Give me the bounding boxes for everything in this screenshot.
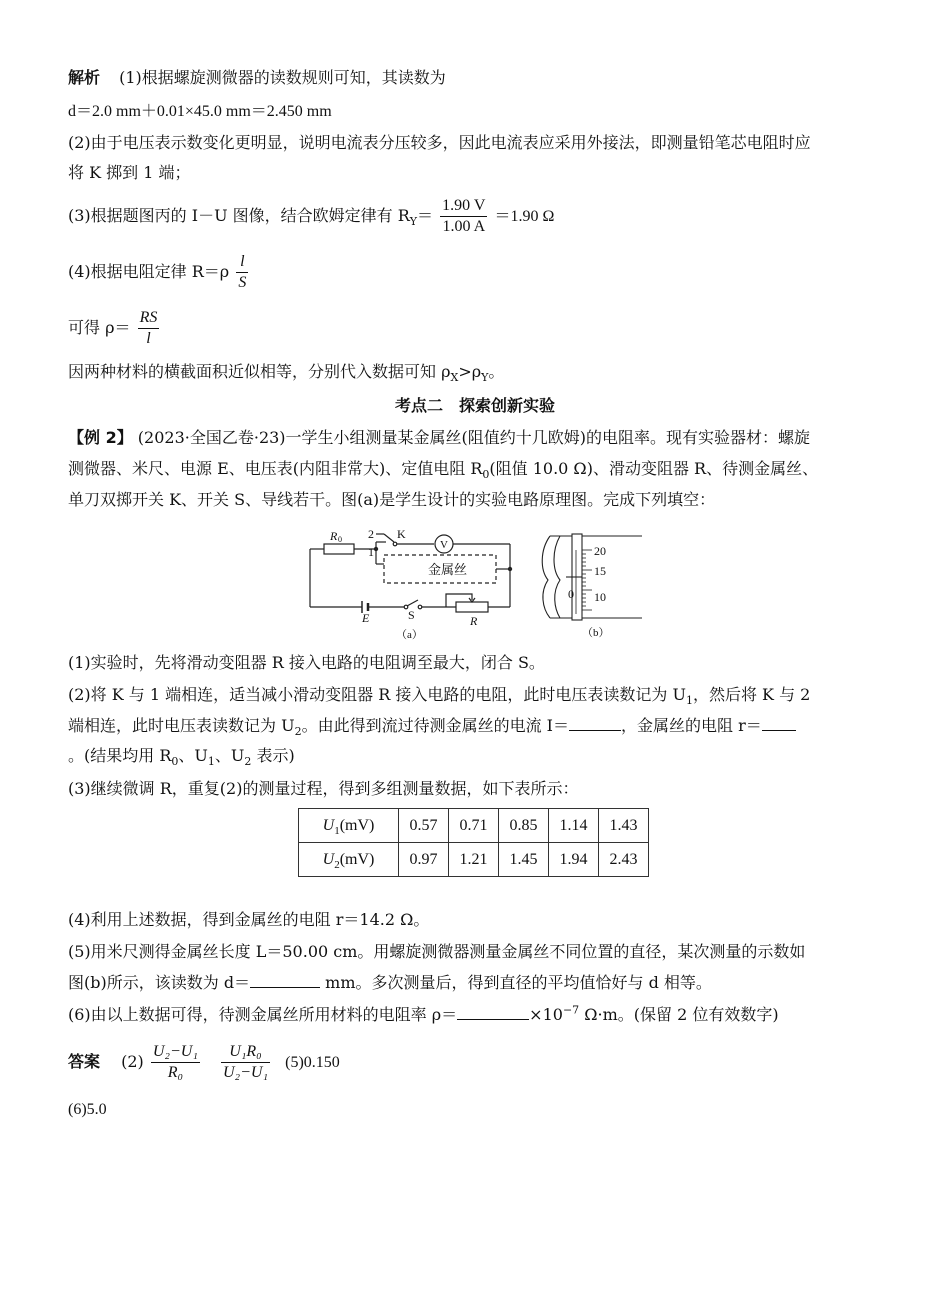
answer-6: (6)5.0 [68,1101,107,1118]
example-intro-1: (2023·全国乙卷·23)一学生小组测量某金属丝(阻值约十几欧姆)的电阻率。现有实验器材：螺旋 [132,428,811,447]
label-k: K [397,527,406,541]
example-tag: 【例 2】 [68,428,133,447]
solution-p3 [68,194,880,239]
label-r0-sub: 0 [338,535,342,544]
q6-exponent: −7 [562,1003,580,1017]
tick-20: 20 [594,544,606,558]
question-6 [68,1003,880,1027]
label-1: 1 [368,545,374,559]
resistance-blank[interactable] [762,716,796,731]
solution-p1: (1)根据螺旋测微器的读数规则可知，其读数为 [119,68,446,87]
example-intro-2: 测微器、米尺、电源 E、电压表(内阻非常大)、定值电阻 R [68,459,483,478]
row-1-label-base: U [322,816,335,834]
row-1-label-sub: 1 [334,824,340,837]
label-s: S [408,608,415,622]
solution-p4-fraction [236,252,248,293]
solution-p5-den: l [146,330,151,347]
solution-p3-den: 1.00 A [442,218,486,235]
solution-p6-sub1: X [450,371,459,385]
solution-p5-fraction [138,308,160,349]
figure-b-caption: （b） [582,627,610,639]
q2c-text: 。(结果均用 R [68,746,172,765]
label-e: E [362,611,370,625]
tick-10: 10 [594,590,606,604]
question-5-line-b [68,971,880,995]
q2b-text: 端相连，此时电压表读数记为 U [68,716,295,735]
question-1: (1)实验时，先将滑动变阻器 R 接入电路的电阻调至最大，闭合 S。 [68,653,545,672]
q2c-s0: 0 [171,755,179,769]
q2a-text: (2)将 K 与 1 端相连，适当减小滑动变阻器 R 接入电路的电阻，此时电压表读数记为 U [68,685,686,704]
table-cell: 0.85 [499,809,549,843]
measurement-table [298,808,649,877]
label-r0: R [330,529,338,543]
solution-p6 [68,360,880,384]
solution-p4 [68,250,880,294]
label-2: 2 [368,527,374,541]
q2b-mid2: ，金属丝的电阻 r＝ [621,716,762,735]
solution-p3-fraction [440,196,487,237]
q2c-c: 、U [214,746,245,765]
q2c-s2: 2 [244,755,252,769]
answer-2-f2-num: U₁R₀ [221,1042,270,1063]
q2a-end: ，然后将 K 与 2 [692,685,811,704]
table-cell: 1.14 [549,809,599,843]
solution-p4-num: l [236,252,248,273]
q5b-end: mm。多次测量后，得到直径的平均值恰好与 d 相等。 [320,973,712,992]
solution-p2-line-b: 将 K 掷到 1 端； [68,163,191,182]
table-cell: 1.45 [499,843,549,877]
example-intro-2-end: (阻值 10.0 Ω)、滑动变阻器 R、待测金属丝、 [489,459,819,478]
solution-p6-text: 因两种材料的横截面积近似相等，分别代入数据可知 ρ [68,362,451,381]
solution-label: 解析 [68,68,101,87]
figure-b-micrometer [538,530,648,642]
q2a-sub: 1 [685,694,693,708]
solution-p1-equation: d＝2.0 mm＋0.01×45.0 mm＝2.450 mm [68,103,332,120]
solution-p5-num: RS [138,308,160,329]
solution-p4-text: (4)根据电阻定律 R＝ρ [68,262,230,281]
q5b-text: 图(b)所示，该读数为 d＝ [68,973,251,992]
solution-line-1 [68,66,880,90]
table-cell: 1.21 [449,843,499,877]
solution-p3-result: ＝1.90 Ω [494,208,555,225]
label-metal-wire: 金属丝 [428,563,468,578]
q2c-s1: 1 [207,755,215,769]
q6-times: ×10 [529,1005,563,1024]
question-5-line-a: (5)用米尺测得金属丝长度 L＝50.00 cm。用螺旋测微器测量金属丝不同位置的直径，某次测量的示数如 [68,942,806,961]
current-blank[interactable] [569,716,621,731]
example-intro-line-2 [68,457,880,481]
figure-a-caption: （a） [396,629,423,641]
table-cell: 1.94 [549,843,599,877]
q6-text: (6)由以上数据可得，待测金属丝所用材料的电阻率 ρ＝ [68,1005,458,1024]
resistivity-blank[interactable] [457,1005,529,1020]
solution-p2-line-a: (2)由于电压表示数变化更明显，说明电流表分压较多，因此电流表应采用外接法，即测量铅笔芯电阻时应 [68,133,811,152]
solution-p4-den: S [238,274,247,291]
table-cell: 0.57 [399,809,449,843]
answer-2-f2-den: U₂−U₁ [223,1064,269,1081]
rheostat-r [456,602,488,612]
section-title: 考点二 探索创新实验 [394,396,555,415]
table-cell: 1.43 [599,809,649,843]
example-intro-line-3: 单刀双掷开关 K、开关 S、导线若干。图(a)是学生设计的实验电路原理图。完成下列填空： [68,490,716,509]
answer-5: (5)0.150 [285,1054,340,1071]
table-cell: 0.71 [449,809,499,843]
q2b-mid: 。由此得到流过待测金属丝的电流 I＝ [301,716,569,735]
answer-label: 答案 [68,1052,101,1071]
answer-2-f1-den: R₀ [167,1064,184,1081]
question-3: (3)继续微调 R，重复(2)的测量过程，得到多组测量数据，如下表所示： [68,779,579,798]
q2b-sub: 2 [294,725,302,739]
q2c-end: 表示) [251,746,295,765]
solution-p6-mid: >ρ [458,362,482,381]
table-row [299,843,649,877]
label-v: V [440,539,448,551]
example-intro-2-sub: 0 [482,468,490,482]
row-2-label-unit: (mV) [339,850,375,868]
question-2-line-a [68,683,880,707]
tick-0: 0 [568,587,574,601]
answer-2-fraction-2 [221,1042,270,1083]
label-r: R [470,614,478,628]
solution-p5-text: 可得 ρ＝ [68,318,131,337]
solution-p3-eq: ＝ [417,206,434,225]
solution-p3-text: (3)根据题图丙的 I－U 图像，结合欧姆定律有 R [68,206,410,225]
solution-p6-end: 。 [488,362,505,381]
row-2-label-sub: 2 [334,858,340,871]
solution-p3-num: 1.90 V [440,196,487,217]
table-cell: 0.97 [399,843,449,877]
table-row-label [299,843,399,877]
question-2-line-b [68,714,880,738]
answer-2-fraction-1 [151,1042,200,1083]
table-row [299,809,649,843]
example-intro-line-1 [68,426,880,450]
question-4: (4)利用上述数据，得到金属丝的电阻 r＝14.2 Ω。 [68,910,430,929]
answer-line [68,1034,880,1091]
tick-15: 15 [594,564,606,578]
row-2-label-base: U [322,850,335,868]
answer-2-prefix: (2) [121,1052,144,1071]
q2c-b: 、U [178,746,208,765]
table-row-label [299,809,399,843]
answer-2-f1-num: U₂−U₁ [151,1042,200,1063]
question-2-line-c [68,744,880,768]
q6-end: Ω·m。(保留 2 位有效数字) [579,1005,779,1024]
row-1-label-unit: (mV) [339,816,375,834]
figure-a-circuit [306,524,522,642]
solution-p3-sub: Y [409,215,418,229]
diameter-blank[interactable] [250,973,320,988]
solution-p6-sub2: Y [481,371,489,385]
resistor-r0 [324,544,354,554]
table-cell: 2.43 [599,843,649,877]
solution-p5 [68,306,880,350]
